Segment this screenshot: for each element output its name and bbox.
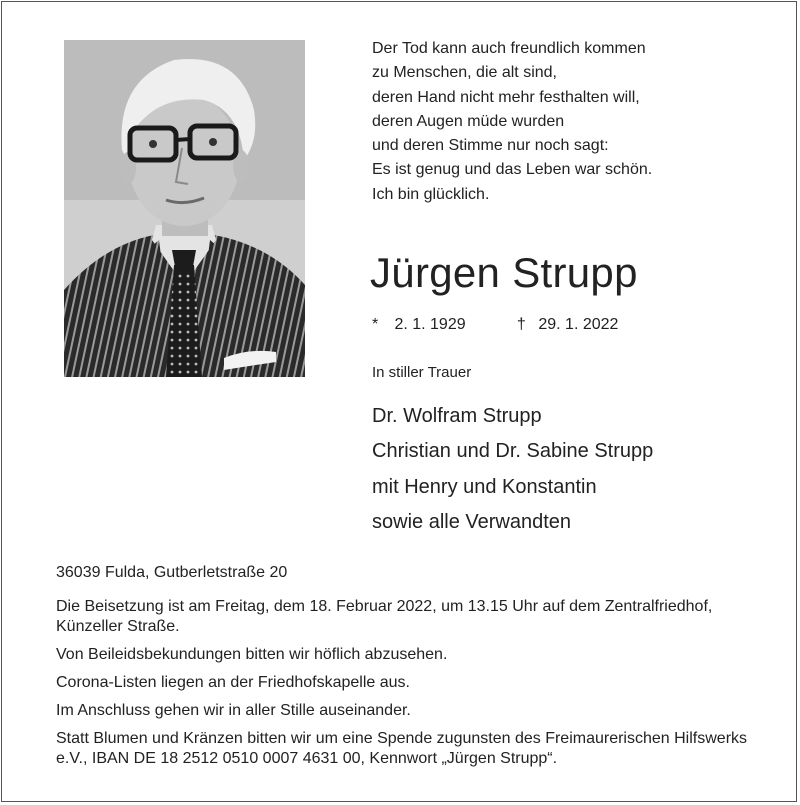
family-member: Dr. Wolfram Strupp <box>372 405 542 427</box>
family-member: sowie alle Verwandten <box>372 510 572 533</box>
mourning-intro: In stiller Trauer <box>372 364 472 381</box>
family-member: mit Henry und Konstantin <box>372 475 597 498</box>
death-symbol: † <box>516 316 526 333</box>
donation-notice: Statt Blumen und Kränzen bitten wir um eine Spende zugunsten des Freimaurerischen Hilfswerks e.V., IBAN DE 18 2512 0510 0007 4631 00, Kennwort „Jürgen Strupp“. <box>56 730 748 767</box>
life-dates <box>372 315 618 335</box>
poem-line: Ich bin glücklich. <box>372 185 490 203</box>
death-date: 29. 1. 2022 <box>538 316 619 333</box>
afterwards-notice: Im Anschluss gehen wir in aller Stille auseinander. <box>56 702 411 719</box>
poem <box>372 37 652 207</box>
family-member: Christian und Dr. Sabine Strupp <box>372 440 654 463</box>
poem-line: Der Tod kann auch freundlich kommen <box>372 40 646 57</box>
notices <box>56 597 756 777</box>
poem-line: deren Augen müde wurden <box>372 112 565 130</box>
poem-line: deren Hand nicht mehr festhalten will, <box>372 88 640 106</box>
birth-date: 2. 1. 1929 <box>394 316 466 333</box>
condolence-notice: Von Beileidsbekundungen bitten wir höflich abzusehen. <box>56 646 448 663</box>
poem-line: zu Menschen, die alt sind, <box>372 64 557 82</box>
birth-symbol: * <box>372 316 379 333</box>
portrait-illustration <box>64 40 305 377</box>
corona-notice: Corona-Listen liegen an der Friedhofskapelle aus. <box>56 674 410 691</box>
funeral-notice: Die Beisetzung ist am Freitag, dem 18. Februar 2022, um 13.15 Uhr auf dem Zentralfriedhof, Künzeller Straße. <box>56 598 713 635</box>
family-list <box>372 399 653 540</box>
portrait-photo <box>64 40 305 377</box>
address: 36039 Fulda, Gutberletstraße 20 <box>56 564 288 581</box>
poem-line: Es ist genug und das Leben war schön. <box>372 161 653 179</box>
poem-line: und deren Stimme nur noch sagt: <box>372 137 609 155</box>
deceased-name: Jürgen Strupp <box>370 249 638 296</box>
